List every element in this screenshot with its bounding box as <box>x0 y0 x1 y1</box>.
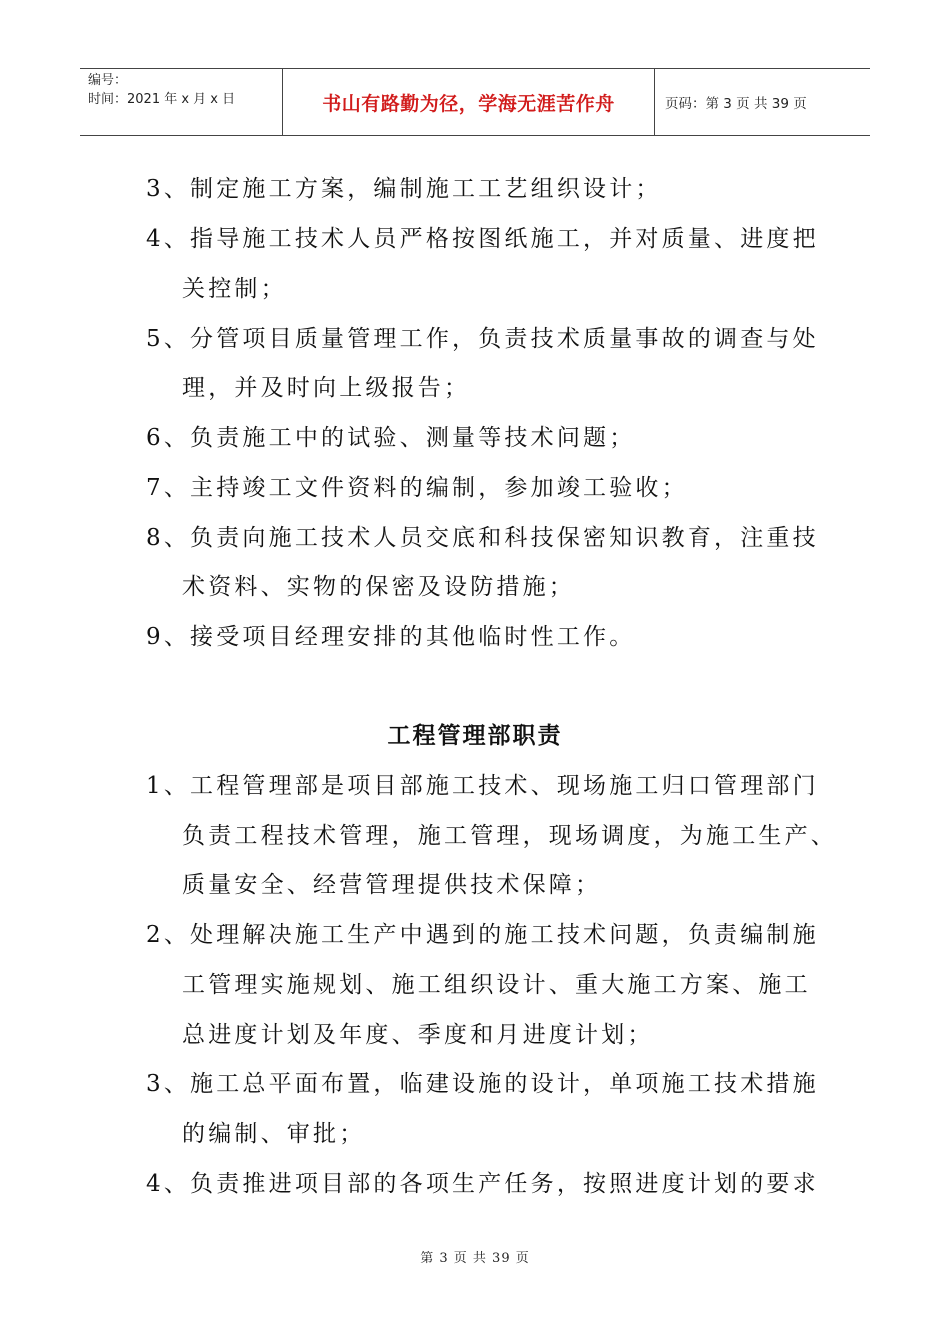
body-line: 8、负责向施工技术人员交底和科技保密知识教育，注重技 <box>146 525 819 551</box>
body-line: 质量安全、经营管理提供技术保障； <box>182 872 602 898</box>
section-title: 工程管理部职责 <box>387 723 563 749</box>
body-line: 总进度计划及年度、季度和月进度计划； <box>182 1022 654 1048</box>
body-line: 3、施工总平面布置，临建设施的设计，单项施工技术措施 <box>146 1071 819 1097</box>
body-line: 的编制、审批； <box>182 1121 366 1147</box>
document-date: 时间：2021 年 x 月 x 日 <box>88 92 236 107</box>
header-motto: 书山有路勤为径，学海无涯苦作舟 <box>322 92 615 115</box>
document-number-label: 编号： <box>88 73 128 88</box>
body-line: 关控制； <box>182 276 287 302</box>
body-line: 9、接受项目经理安排的其他临时性工作。 <box>146 624 636 650</box>
header-motto-cell <box>282 69 655 135</box>
body-line: 6、负责施工中的试验、测量等技术问题； <box>146 425 636 451</box>
body-line: 术资料、实物的保密及设防措施； <box>182 574 575 600</box>
body-line: 工管理实施规划、施工组织设计、重大施工方案、施工 <box>182 972 811 998</box>
body-line: 2、处理解决施工生产中遇到的施工技术问题，负责编制施 <box>146 922 819 948</box>
header-page-info-cell <box>655 69 870 135</box>
body-line: 4、指导施工技术人员严格按图纸施工，并对质量、进度把 <box>146 226 819 252</box>
header-page-info: 页码：第 3 页 共 39 页 <box>665 96 807 112</box>
body-line: 负责工程技术管理，施工管理，现场调度，为施工生产、 <box>182 823 837 849</box>
page-header <box>80 68 870 136</box>
body-line: 1、工程管理部是项目部施工技术、现场施工归口管理部门 <box>146 773 819 799</box>
body-line: 3、制定施工方案，编制施工工艺组织设计； <box>146 176 662 202</box>
body-line: 5、分管项目质量管理工作，负责技术质量事故的调查与处 <box>146 326 819 352</box>
header-meta <box>80 69 282 135</box>
body-line: 4、负责推进项目部的各项生产任务，按照进度计划的要求 <box>146 1171 819 1197</box>
body-line: 7、主持竣工文件资料的编制，参加竣工验收； <box>146 475 688 501</box>
page-footer: 第 3 页 共 39 页 <box>420 1251 530 1266</box>
body-line: 理，并及时向上级报告； <box>182 375 471 401</box>
